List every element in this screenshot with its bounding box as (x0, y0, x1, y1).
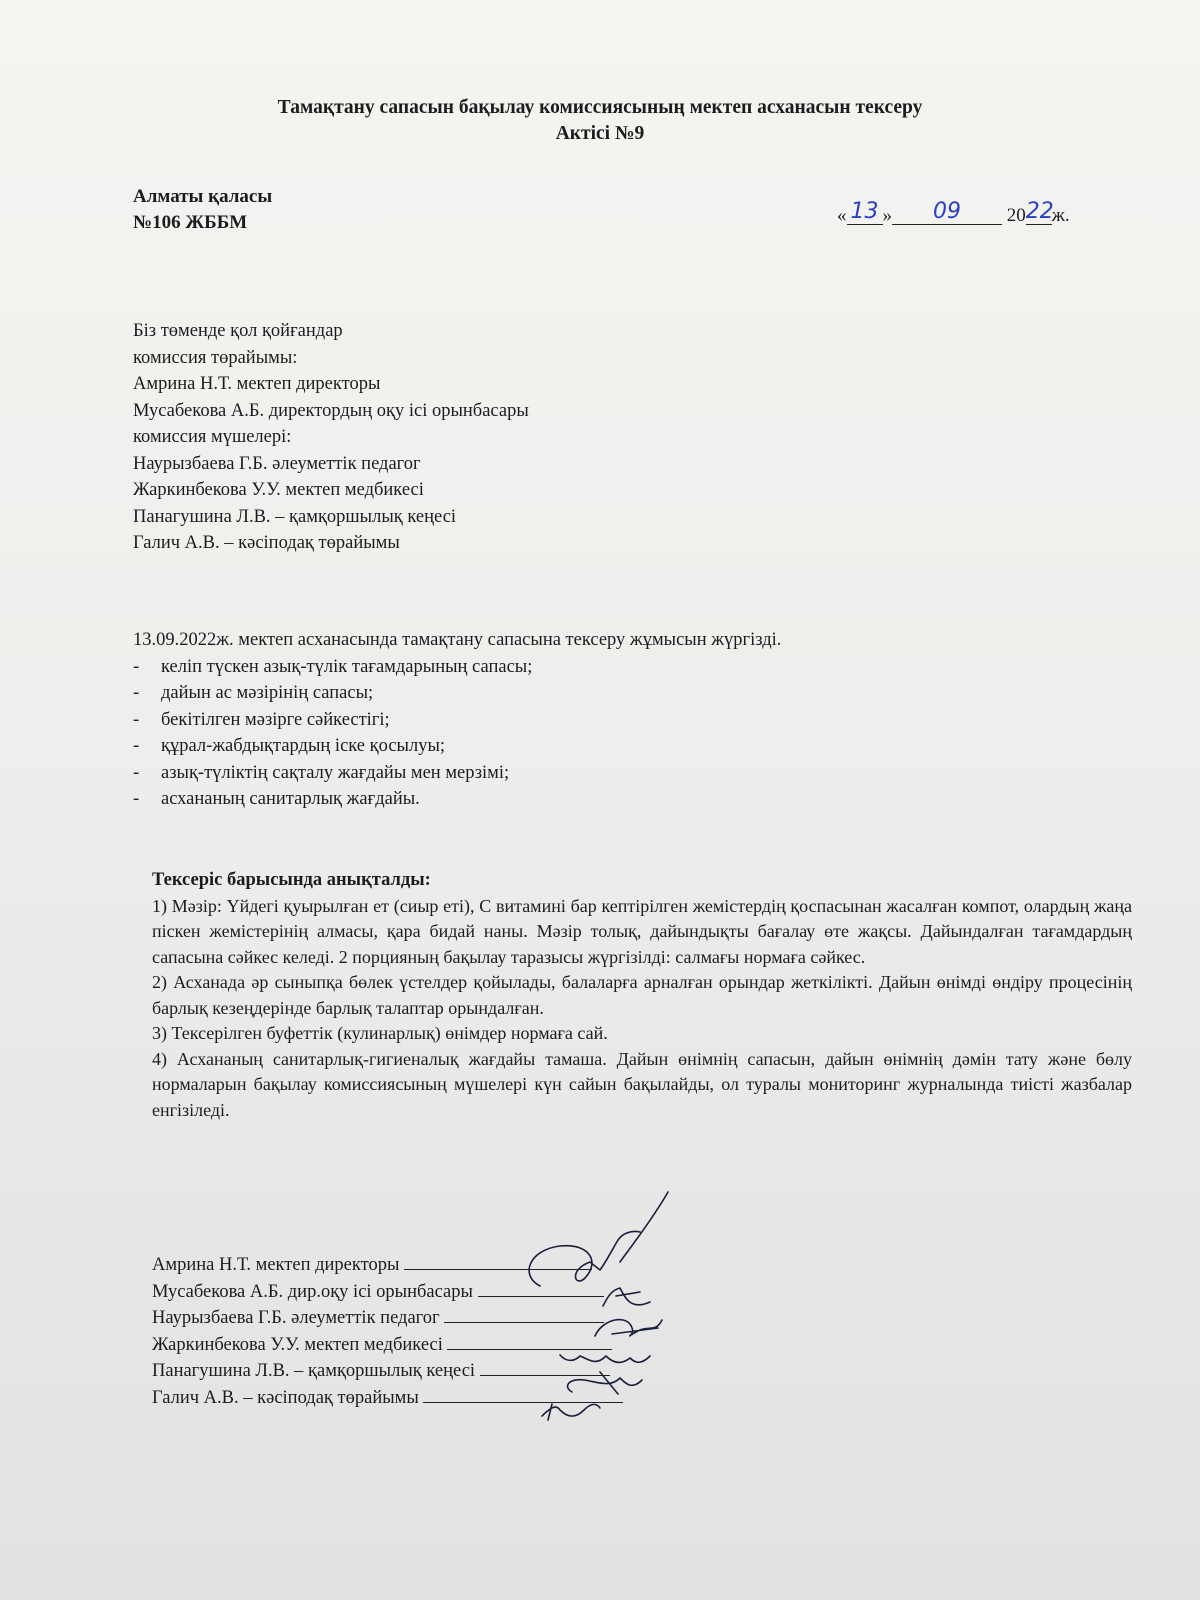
inspection-item: - құрал-жабдықтардың іске қосылуы; (133, 733, 781, 760)
signatory-name: Панагушина Л.В. – қамқоршылық кеңесі (152, 1361, 476, 1381)
members-line: Біз төменде қол қойғандар (133, 321, 343, 341)
commission-members (133, 318, 529, 557)
signature-line (480, 1357, 610, 1376)
findings-heading: Тексеріс барысында анықталды: (152, 870, 431, 890)
date-year-prefix: 20 (1006, 205, 1026, 226)
signature-row (152, 1304, 623, 1331)
finding-paragraph: 1) Мәзір: Үйдегі қуырылған ет (сиыр еті), С витамині бар кептірілген жемістердің қоспасынан жасалған компот, олардың жаңа піскен жемістерінің алмасы, қара бидай наны. Мәзір толық, дайындықты бағалау өте жақсы. Дайындалған тағамдардың сапасына сәйкес келеді. 2 порцияның бақылау таразысы жүргізілді: салмағы нормаға сәйкес. (152, 895, 1132, 967)
school-name: №106 ЖББМ (133, 212, 248, 233)
members-line: комиссия мүшелері: (133, 427, 292, 447)
inspection-item: - дайын ас мәзірінің сапасы; (133, 680, 781, 707)
inspection-section (133, 627, 781, 813)
inspection-item: - асхананың санитарлық жағдайы. (133, 786, 781, 813)
finding-paragraph: 3) Тексерілген буфеттік (кулинарлық) өнімдер нормаға сай. (152, 1023, 608, 1043)
signatory-name: Галич А.В. – кәсіподақ төрайымы (152, 1387, 419, 1408)
signature-line (404, 1251, 592, 1270)
signature-line (447, 1331, 612, 1350)
findings-section (152, 868, 1132, 1123)
signatory-name: Амрина Н.Т. мектеп директоры (152, 1255, 400, 1275)
date-year-suffix: 22 (1025, 199, 1054, 224)
document-date (837, 199, 1070, 227)
members-line: комиссия төрайымы: (133, 347, 298, 368)
members-line: Жаркинбекова У.У. мектеп медбикесі (133, 480, 424, 500)
members-line: Галич А.В. – кәсіподақ төрайымы (133, 533, 400, 553)
inspection-item: - келіп түскен азық-түлік тағамдарының сапасы; (133, 654, 781, 681)
signature-row (152, 1331, 623, 1358)
date-close-quote: » (882, 205, 892, 226)
title-line-1: Тамақтану сапасын бақылау комиссиясының мектеп асханасын тексеру (277, 97, 923, 118)
members-line: Наурызбаева Г.Б. әлеуметтік педагог (133, 453, 421, 474)
inspection-intro: 13.09.2022ж. мектеп асханасында тамақтану сапасына тексеру жұмысын жүргізді. (133, 630, 782, 650)
signature-row (152, 1357, 623, 1384)
signature-line (423, 1384, 623, 1403)
finding-paragraph: 4) Асхананың санитарлық-гигиеналық жағдайы тамаша. Дайын өнімнің сапасын, дайын өнімнің дәмін тату және бөлу нормаларын бақылау комиссиясының мүшелері күн сайын бақылайды, ол туралы мониторинг журналында тиісті жазбалар енгізіледі. (152, 1048, 1132, 1120)
signatory-name: Жаркинбекова У.У. мектеп медбикесі (152, 1334, 443, 1355)
document-title (0, 95, 1200, 147)
signature-line (444, 1304, 604, 1323)
signature-line (478, 1278, 604, 1297)
date-year-end: ж. (1051, 205, 1070, 226)
signature-row (152, 1384, 623, 1411)
inspection-item: - бекітілген мәзірге сәйкестігі; (133, 707, 781, 734)
inspection-item: - азық-түліктің сақталу жағдайы мен мерзімі; (133, 760, 781, 787)
signatory-name: Наурызбаева Г.Б. әлеуметтік педагог (152, 1308, 440, 1328)
members-line: Панагушина Л.В. – қамқоршылық кеңесі (133, 506, 457, 527)
date-day: 13 (850, 199, 879, 224)
location-block (133, 184, 272, 236)
members-line: Мусабекова А.Б. директордың оқу ісі орынбасары (133, 400, 529, 421)
signatory-name: Мусабекова А.Б. дир.оқу ісі орынбасары (152, 1281, 473, 1302)
signature-section (152, 1251, 623, 1410)
title-line-2: Актісі №9 (555, 123, 645, 144)
signature-row (152, 1251, 623, 1278)
signature-row (152, 1278, 623, 1305)
finding-paragraph: 2) Асханада әр сыныпқа бөлек үстелдер қойылады, балаларға арналған орындар жеткілікті. Дайын өнімді өндіру процесінің барлық кезеңдерінде барлық талаптар орындалған. (152, 972, 1132, 1018)
date-open-quote: « (837, 205, 847, 226)
city-name: Алматы қаласы (133, 186, 273, 207)
date-month: 09 (933, 199, 961, 224)
members-line: Амрина Н.Т. мектеп директоры (133, 374, 381, 394)
